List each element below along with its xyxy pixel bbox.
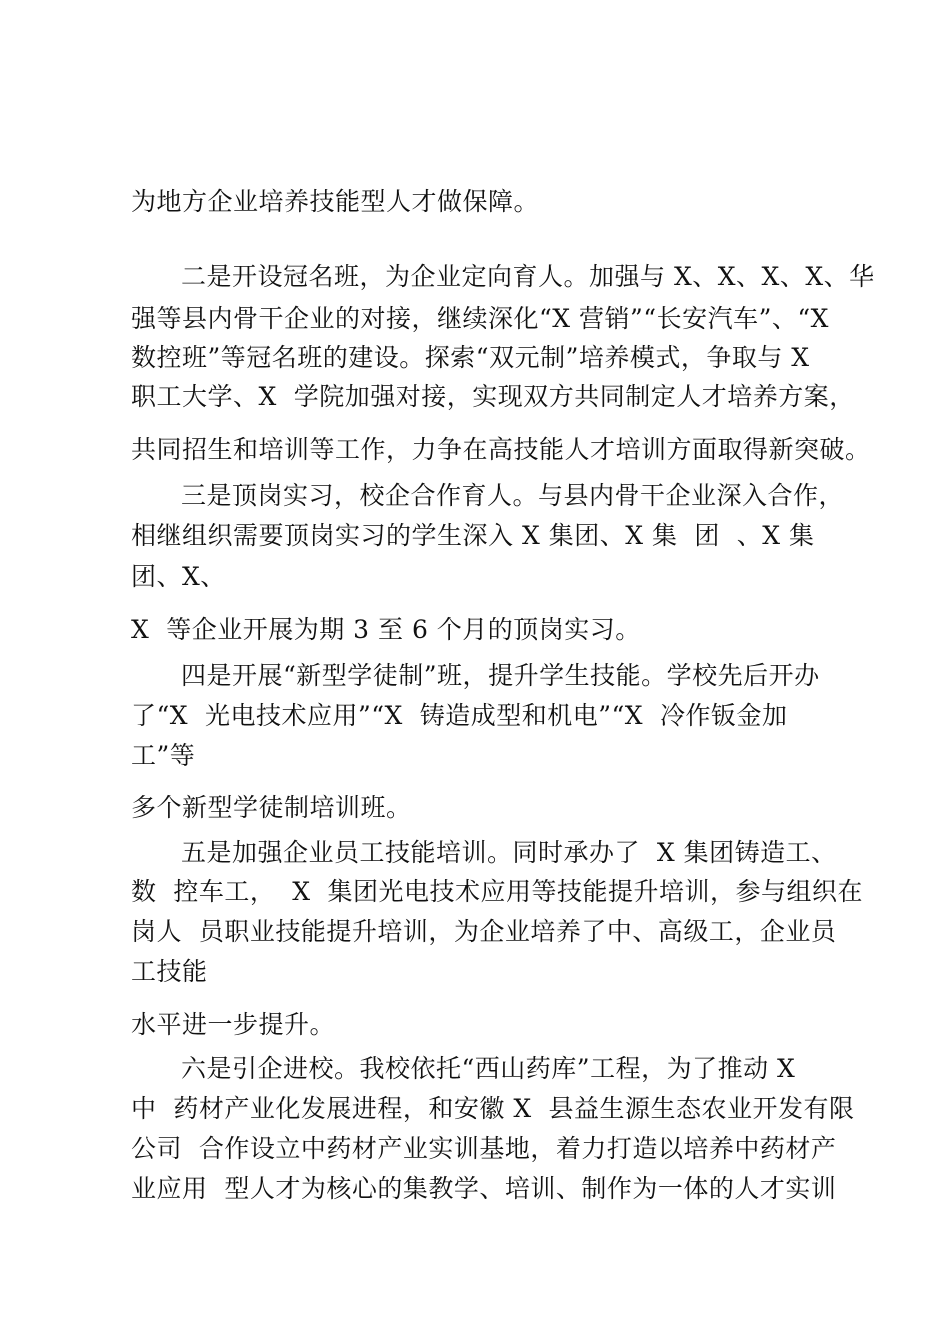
- text-line: 多个新型学徒制培训班。: [131, 793, 412, 822]
- paragraph-start-line: 六是引企进校。我校依托“西山药库”工程，为了推动 X: [181, 1054, 796, 1083]
- text-line: 了“X 光电技术应用”“X 铸造成型和机电”“X 冷作钣金加: [131, 701, 788, 730]
- paragraph-start-line: 五是加强企业员工技能培训。同时承办了 X 集团铸造工、: [181, 838, 837, 867]
- text-line: X 等企业开展为期 3 至 6 个月的顶岗实习。: [131, 615, 641, 644]
- text-line: 工技能: [131, 957, 208, 986]
- text-line: 团、X、: [131, 562, 226, 591]
- text-line: 相继组织需要顶岗实习的学生深入 X 集团、X 集 团 、X 集: [131, 521, 815, 550]
- text-line: 数 控车工， X 集团光电技术应用等技能提升培训，参与组织在: [131, 877, 863, 906]
- text-line: 业应用 型人才为核心的集教学、培训、制作为一体的人才实训: [131, 1174, 837, 1203]
- text-line: 职工大学、X 学院加强对接，实现双方共同制定人才培养方案，: [131, 382, 855, 411]
- text-line: 岗人 员职业技能提升培训，为企业培养了中、高级工，企业员: [131, 917, 837, 946]
- text-line: 强等县内骨干企业的对接，继续深化“X 营销”“长安汽车”、“X: [131, 304, 829, 333]
- text-line: 中 药材产业化发展进程，和安徽 X 县益生源生态农业开发有限: [131, 1094, 855, 1123]
- paragraph-start-line: 四是开展“新型学徒制”班，提升学生技能。学校先后开办: [181, 661, 820, 690]
- text-line: 共同招生和培训等工作，力争在高技能人才培训方面取得新突破。: [131, 435, 871, 464]
- text-line: 公司 合作设立中药材产业实训基地，着力打造以培养中药材产: [131, 1134, 837, 1163]
- paragraph-start-line: 三是顶岗实习，校企合作育人。与县内骨干企业深入合作，: [181, 481, 845, 510]
- text-line: 数控班”等冠名班的建设。探索“双元制”培养模式，争取与 X: [131, 343, 810, 372]
- text-line: 工”等: [131, 741, 196, 770]
- text-line: 为地方企业培养技能型人才做保障。: [131, 187, 540, 216]
- text-line: 水平进一步提升。: [131, 1010, 336, 1039]
- paragraph-start-line: 二是开设冠名班，为企业定向育人。加强与 X、X、X、X、华: [181, 262, 875, 291]
